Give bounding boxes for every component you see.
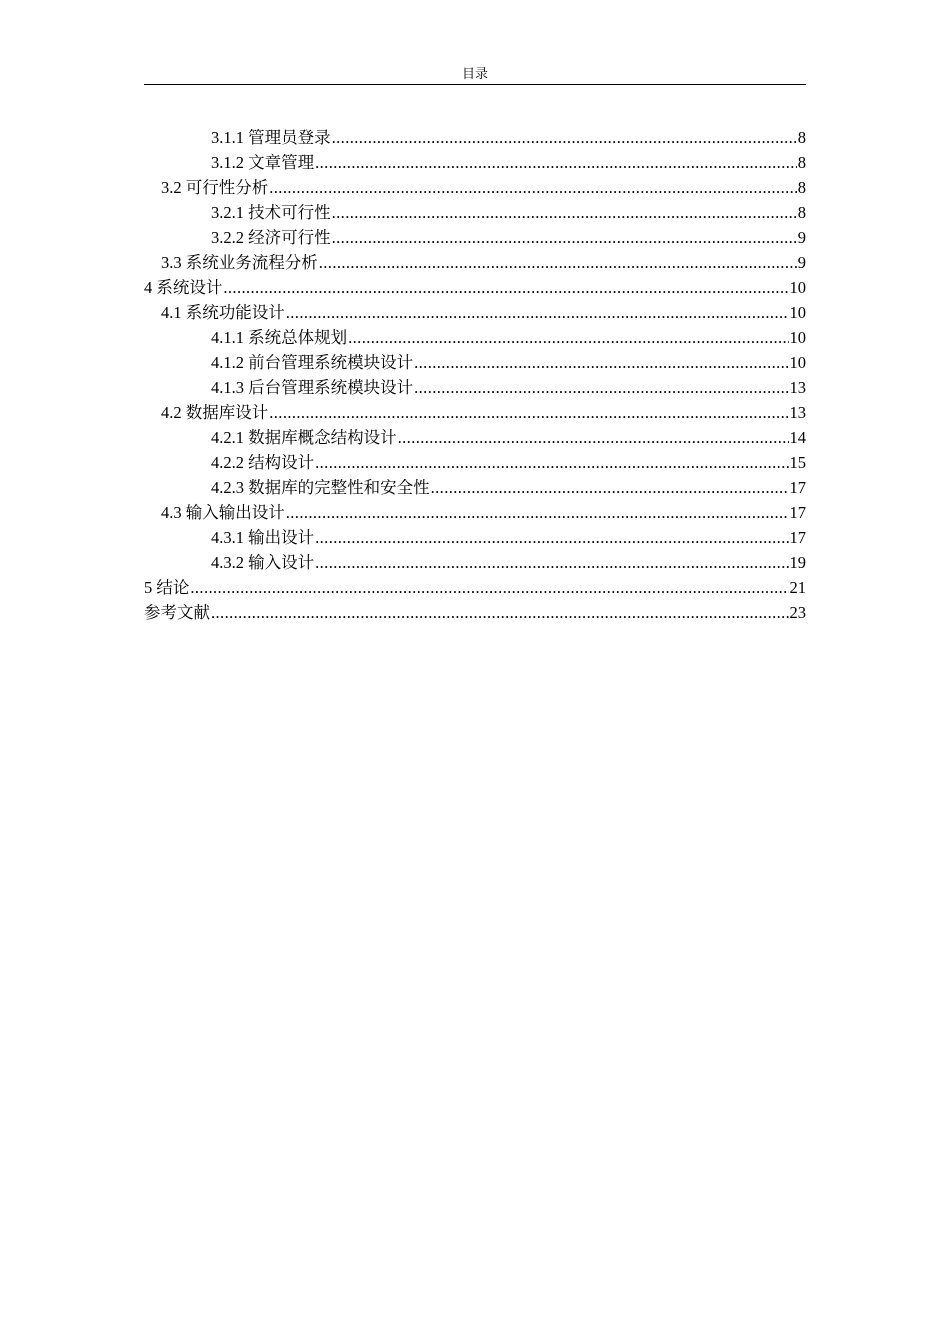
toc-dot-leader bbox=[414, 350, 788, 375]
toc-dot-leader bbox=[269, 400, 788, 425]
toc-entry-page: 21 bbox=[789, 578, 806, 597]
toc-entry[interactable] bbox=[144, 175, 806, 200]
toc-entry[interactable] bbox=[144, 275, 806, 300]
toc-dot-leader bbox=[332, 200, 797, 225]
toc-dot-leader bbox=[190, 575, 788, 600]
toc-entry-page: 23 bbox=[789, 603, 806, 622]
toc-entry-page: 10 bbox=[789, 303, 806, 322]
toc-entry-page: 8 bbox=[797, 178, 806, 197]
toc-dot-leader bbox=[319, 250, 797, 275]
toc-entry-page: 10 bbox=[789, 353, 806, 372]
toc-entry-page: 15 bbox=[789, 453, 806, 472]
toc-entry[interactable] bbox=[144, 400, 806, 425]
toc-entry-page: 17 bbox=[789, 478, 806, 497]
toc-entry-title: 4.2.3 数据库的完整性和安全性 bbox=[211, 478, 430, 497]
toc-dot-leader bbox=[286, 500, 789, 525]
toc-entry-page: 8 bbox=[797, 203, 806, 222]
toc-entry-title: 4.3.2 输入设计 bbox=[211, 553, 315, 572]
toc-entry-title: 4.1.3 后台管理系统模块设计 bbox=[211, 378, 414, 397]
toc-entry-page: 8 bbox=[797, 153, 806, 172]
toc-entry-page: 10 bbox=[789, 278, 806, 297]
toc-entry-page: 19 bbox=[789, 553, 806, 572]
toc-entry[interactable] bbox=[144, 200, 806, 225]
toc-dot-leader bbox=[315, 150, 797, 175]
toc-entry-title: 4.2.2 结构设计 bbox=[211, 453, 315, 472]
toc-dot-leader bbox=[211, 600, 789, 625]
toc-entry-title: 3.2.2 经济可行性 bbox=[211, 228, 331, 247]
toc-entry[interactable] bbox=[144, 225, 806, 250]
table-of-contents bbox=[144, 125, 806, 625]
toc-dot-leader bbox=[398, 425, 789, 450]
page-header-title: 目录 bbox=[461, 66, 488, 81]
toc-dot-leader bbox=[348, 325, 788, 350]
toc-entry[interactable] bbox=[144, 500, 806, 525]
toc-entry-title: 3.3 系统业务流程分析 bbox=[161, 253, 318, 272]
toc-dot-leader bbox=[286, 300, 789, 325]
toc-entry[interactable] bbox=[144, 525, 806, 550]
toc-dot-leader bbox=[315, 450, 788, 475]
toc-entry-title: 3.2.1 技术可行性 bbox=[211, 203, 331, 222]
toc-entry-page: 13 bbox=[789, 403, 806, 422]
toc-entry-title: 4.1.2 前台管理系统模块设计 bbox=[211, 353, 414, 372]
toc-entry-page: 13 bbox=[789, 378, 806, 397]
toc-entry-title: 3.1.1 管理员登录 bbox=[211, 128, 331, 147]
toc-entry-title: 4.1.1 系统总体规划 bbox=[211, 328, 348, 347]
toc-entry-page: 8 bbox=[797, 128, 806, 147]
toc-dot-leader bbox=[332, 225, 797, 250]
toc-entry[interactable] bbox=[144, 300, 806, 325]
toc-dot-leader bbox=[315, 550, 788, 575]
toc-entry-page: 17 bbox=[789, 503, 806, 522]
toc-entry[interactable] bbox=[144, 350, 806, 375]
toc-entry[interactable] bbox=[144, 600, 806, 625]
toc-entry-title: 4 系统设计 bbox=[144, 278, 223, 297]
toc-entry-title: 4.2.1 数据库概念结构设计 bbox=[211, 428, 397, 447]
toc-dot-leader bbox=[315, 525, 788, 550]
toc-entry-title: 4.3.1 输出设计 bbox=[211, 528, 315, 547]
toc-dot-leader bbox=[269, 175, 797, 200]
toc-entry[interactable] bbox=[144, 325, 806, 350]
toc-entry[interactable] bbox=[144, 125, 806, 150]
toc-entry[interactable] bbox=[144, 575, 806, 600]
toc-entry-title: 参考文献 bbox=[144, 603, 210, 622]
toc-entry[interactable] bbox=[144, 250, 806, 275]
toc-entry[interactable] bbox=[144, 375, 806, 400]
toc-entry-page: 14 bbox=[789, 428, 806, 447]
toc-entry[interactable] bbox=[144, 450, 806, 475]
toc-entry-title: 4.2 数据库设计 bbox=[161, 403, 269, 422]
toc-entry-title: 5 结论 bbox=[144, 578, 190, 597]
toc-entry-title: 3.2 可行性分析 bbox=[161, 178, 269, 197]
toc-entry[interactable] bbox=[144, 550, 806, 575]
toc-dot-leader bbox=[332, 125, 797, 150]
toc-entry-title: 4.1 系统功能设计 bbox=[161, 303, 285, 322]
toc-entry-title: 4.3 输入输出设计 bbox=[161, 503, 285, 522]
toc-dot-leader bbox=[431, 475, 789, 500]
toc-dot-leader bbox=[223, 275, 788, 300]
page-header bbox=[144, 64, 806, 85]
toc-entry-page: 17 bbox=[789, 528, 806, 547]
toc-entry-page: 9 bbox=[797, 228, 806, 247]
toc-entry-page: 9 bbox=[797, 253, 806, 272]
toc-entry-title: 3.1.2 文章管理 bbox=[211, 153, 315, 172]
toc-dot-leader bbox=[414, 375, 788, 400]
toc-entry-page: 10 bbox=[789, 328, 806, 347]
toc-entry[interactable] bbox=[144, 475, 806, 500]
toc-entry[interactable] bbox=[144, 425, 806, 450]
toc-entry[interactable] bbox=[144, 150, 806, 175]
